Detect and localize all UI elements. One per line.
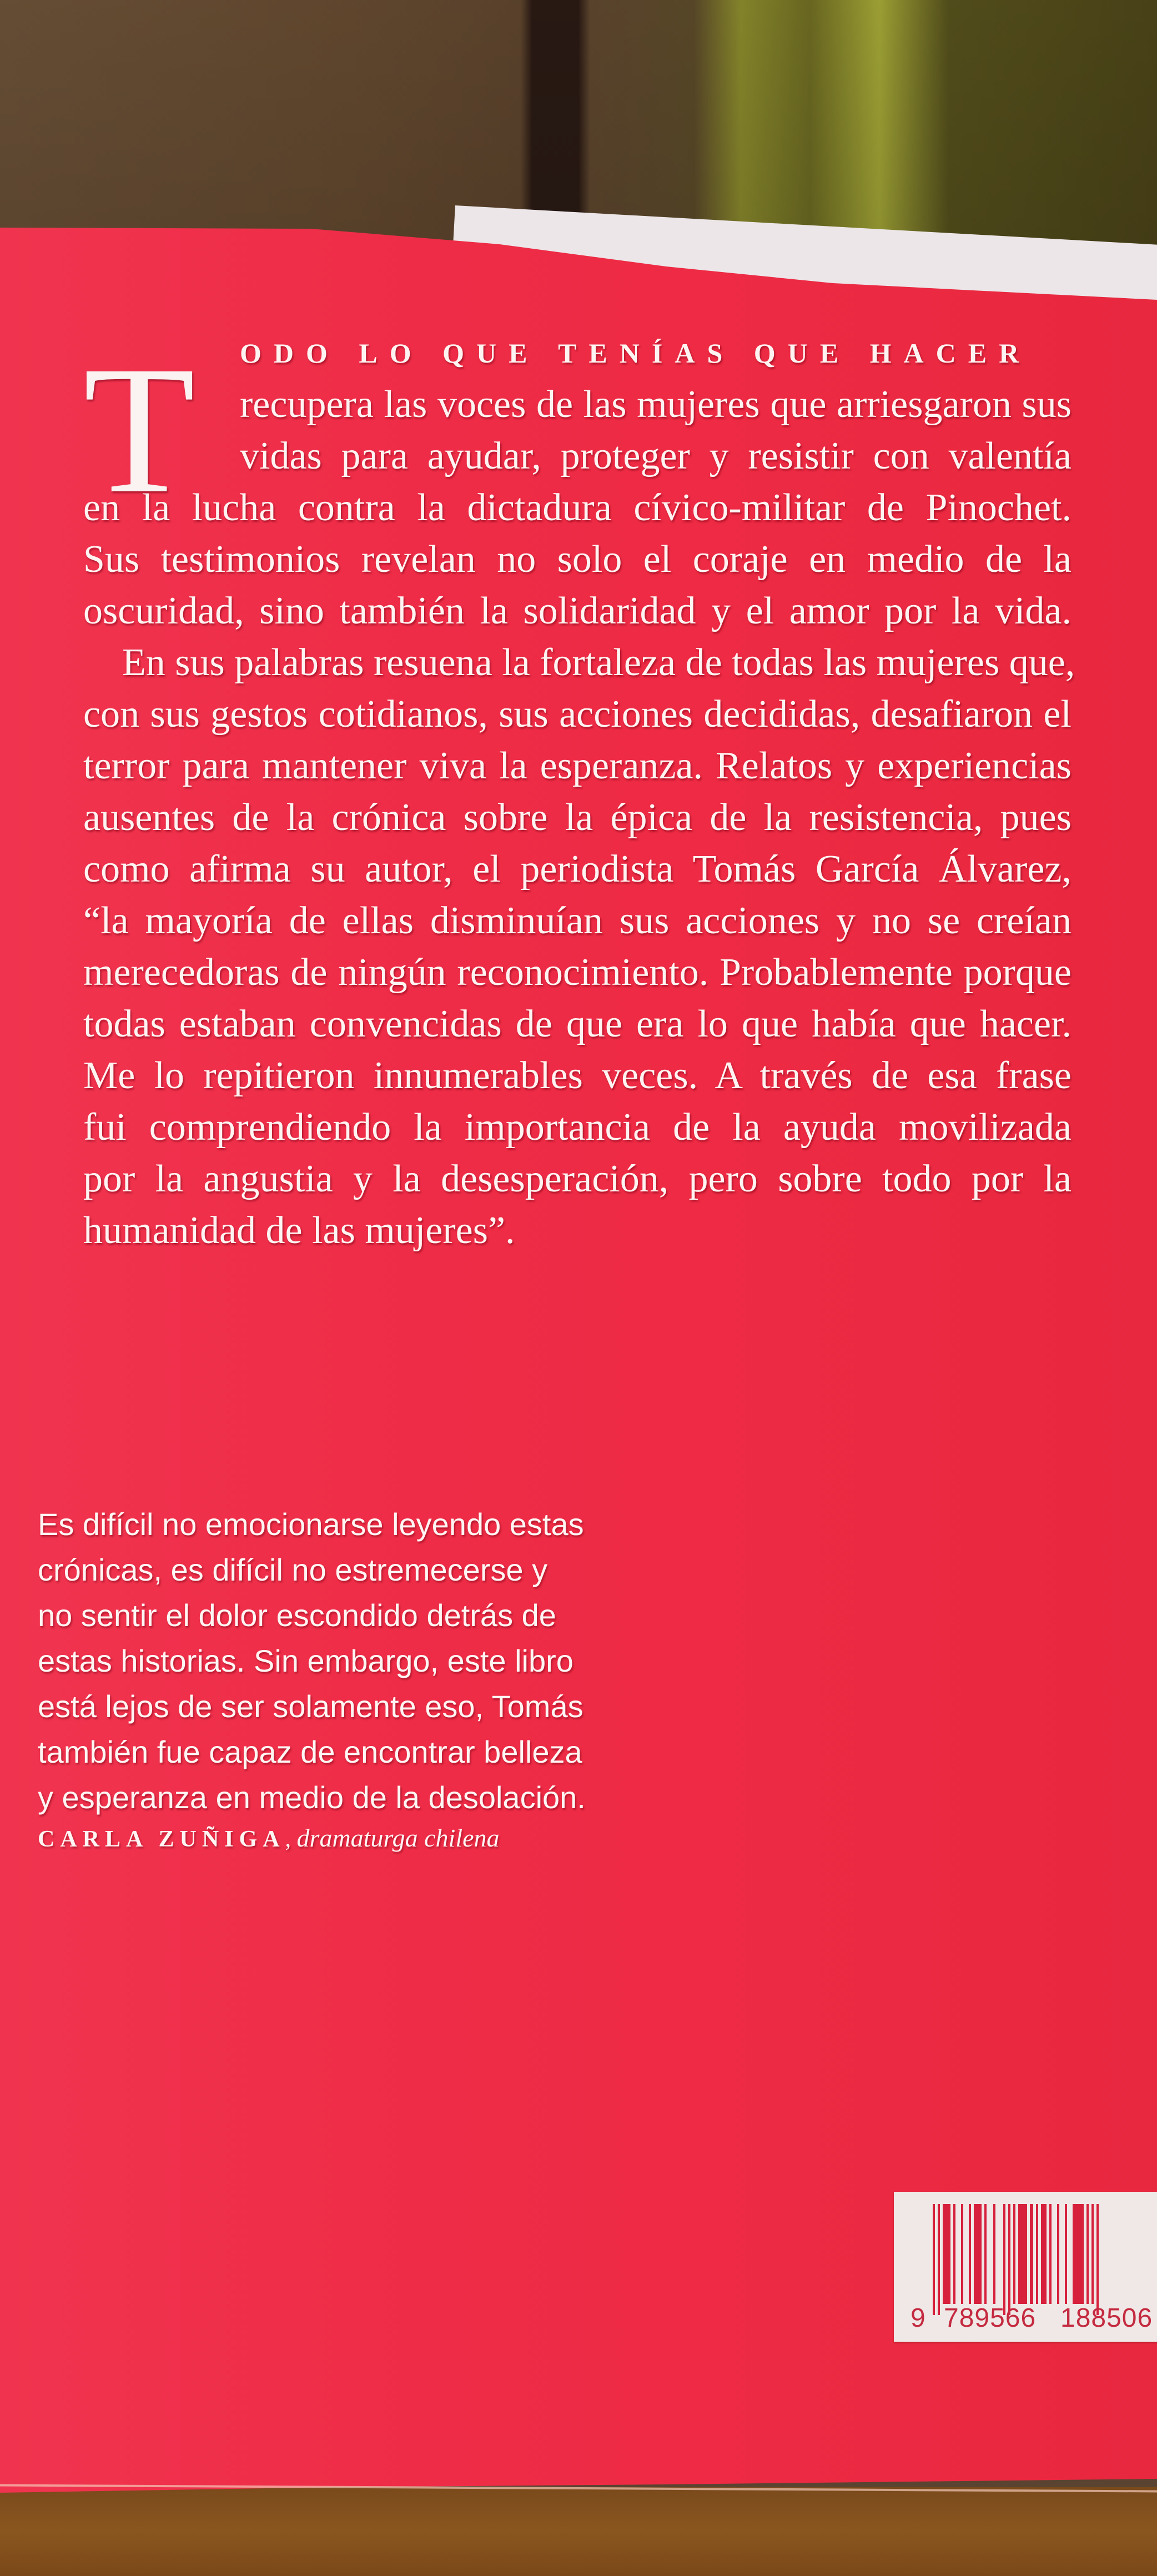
synopsis-line: vidas para ayudar, proteger y resistir con valentía: [240, 435, 1072, 477]
barcode-left-group: 789566: [944, 2303, 1037, 2333]
synopsis-line: terror para mantener viva la esperanza. Relatos y experiencias: [83, 744, 1072, 787]
synopsis-line: “la mayoría de ellas disminuían sus acciones y no se creían: [83, 899, 1072, 942]
barcode-digits: [910, 2303, 1153, 2333]
synopsis-line: en la lucha contra la dictadura cívico-militar de Pinochet.: [83, 486, 1072, 529]
blurb-line: Es difícil no emocionarse leyendo estas: [38, 1507, 584, 1542]
drop-cap-letter: T: [83, 329, 195, 531]
synopsis-line: Sus testimonios revelan no solo el coraje en medio de la: [83, 538, 1072, 581]
synopsis-line: humanidad de las mujeres”.: [83, 1209, 515, 1252]
attribution-name: CARLA ZUÑIGA: [38, 1827, 285, 1852]
synopsis-block: [83, 328, 1075, 1256]
blurb-line: está lejos de ser solamente eso, Tomás: [38, 1689, 583, 1724]
book-title-inline: ODO LO QUE TENÍAS QUE HACER: [240, 338, 1032, 369]
attribution-separator: ,: [285, 1827, 297, 1852]
synopsis-line: con sus gestos cotidianos, sus acciones decididas, desafiaron el: [83, 693, 1072, 736]
blurb-line: no sentir el dolor escondido detrás de: [38, 1598, 556, 1633]
blurb-line: estas historias. Sin embargo, este libro: [38, 1643, 574, 1678]
blurb-line: y esperanza en medio de la desolación.: [38, 1780, 586, 1815]
barcode-right-group: 188506: [1060, 2303, 1153, 2333]
synopsis-line: merecedoras de ningún reconocimiento. Probablemente porque: [83, 951, 1072, 994]
blurb-line: también fue capaz de encontrar belleza: [38, 1734, 582, 1769]
synopsis-line: recupera las voces de las mujeres que arriesgaron sus: [240, 383, 1072, 426]
attribution-role: dramaturga chilena: [296, 1824, 500, 1852]
blurb-quote: [38, 1502, 637, 1856]
synopsis-line: por la angustia y la desesperación, pero sobre todo por la: [83, 1158, 1072, 1200]
synopsis-line: ausentes de la crónica sobre la épica de la resistencia, pues: [83, 796, 1072, 839]
synopsis-line: como afirma su autor, el periodista Tomás García Álvarez,: [83, 848, 1072, 890]
blurb-line: crónicas, es difícil no estremecerse y: [38, 1552, 548, 1587]
synopsis-line: oscuridad, sino también la solidaridad y el amor por la vida.: [83, 590, 1072, 632]
synopsis-line: En sus palabras resuena la fortaleza de todas las mujeres que,: [122, 641, 1075, 684]
synopsis-line: Me lo repitieron innumerables veces. A través de esa frase: [83, 1054, 1072, 1097]
synopsis-line: fui comprendiendo la importancia de la ayuda movilizada: [83, 1106, 1072, 1149]
isbn-barcode: [894, 2192, 1157, 2342]
table-surface: [0, 2487, 1157, 2576]
barcode-first-digit: 9: [910, 2303, 926, 2333]
barcode-bars-graphic: [933, 2204, 1157, 2304]
blurb-attribution: [38, 1822, 637, 1856]
synopsis-line: todas estaban convencidas de que era lo que había que hacer.: [83, 1003, 1072, 1045]
